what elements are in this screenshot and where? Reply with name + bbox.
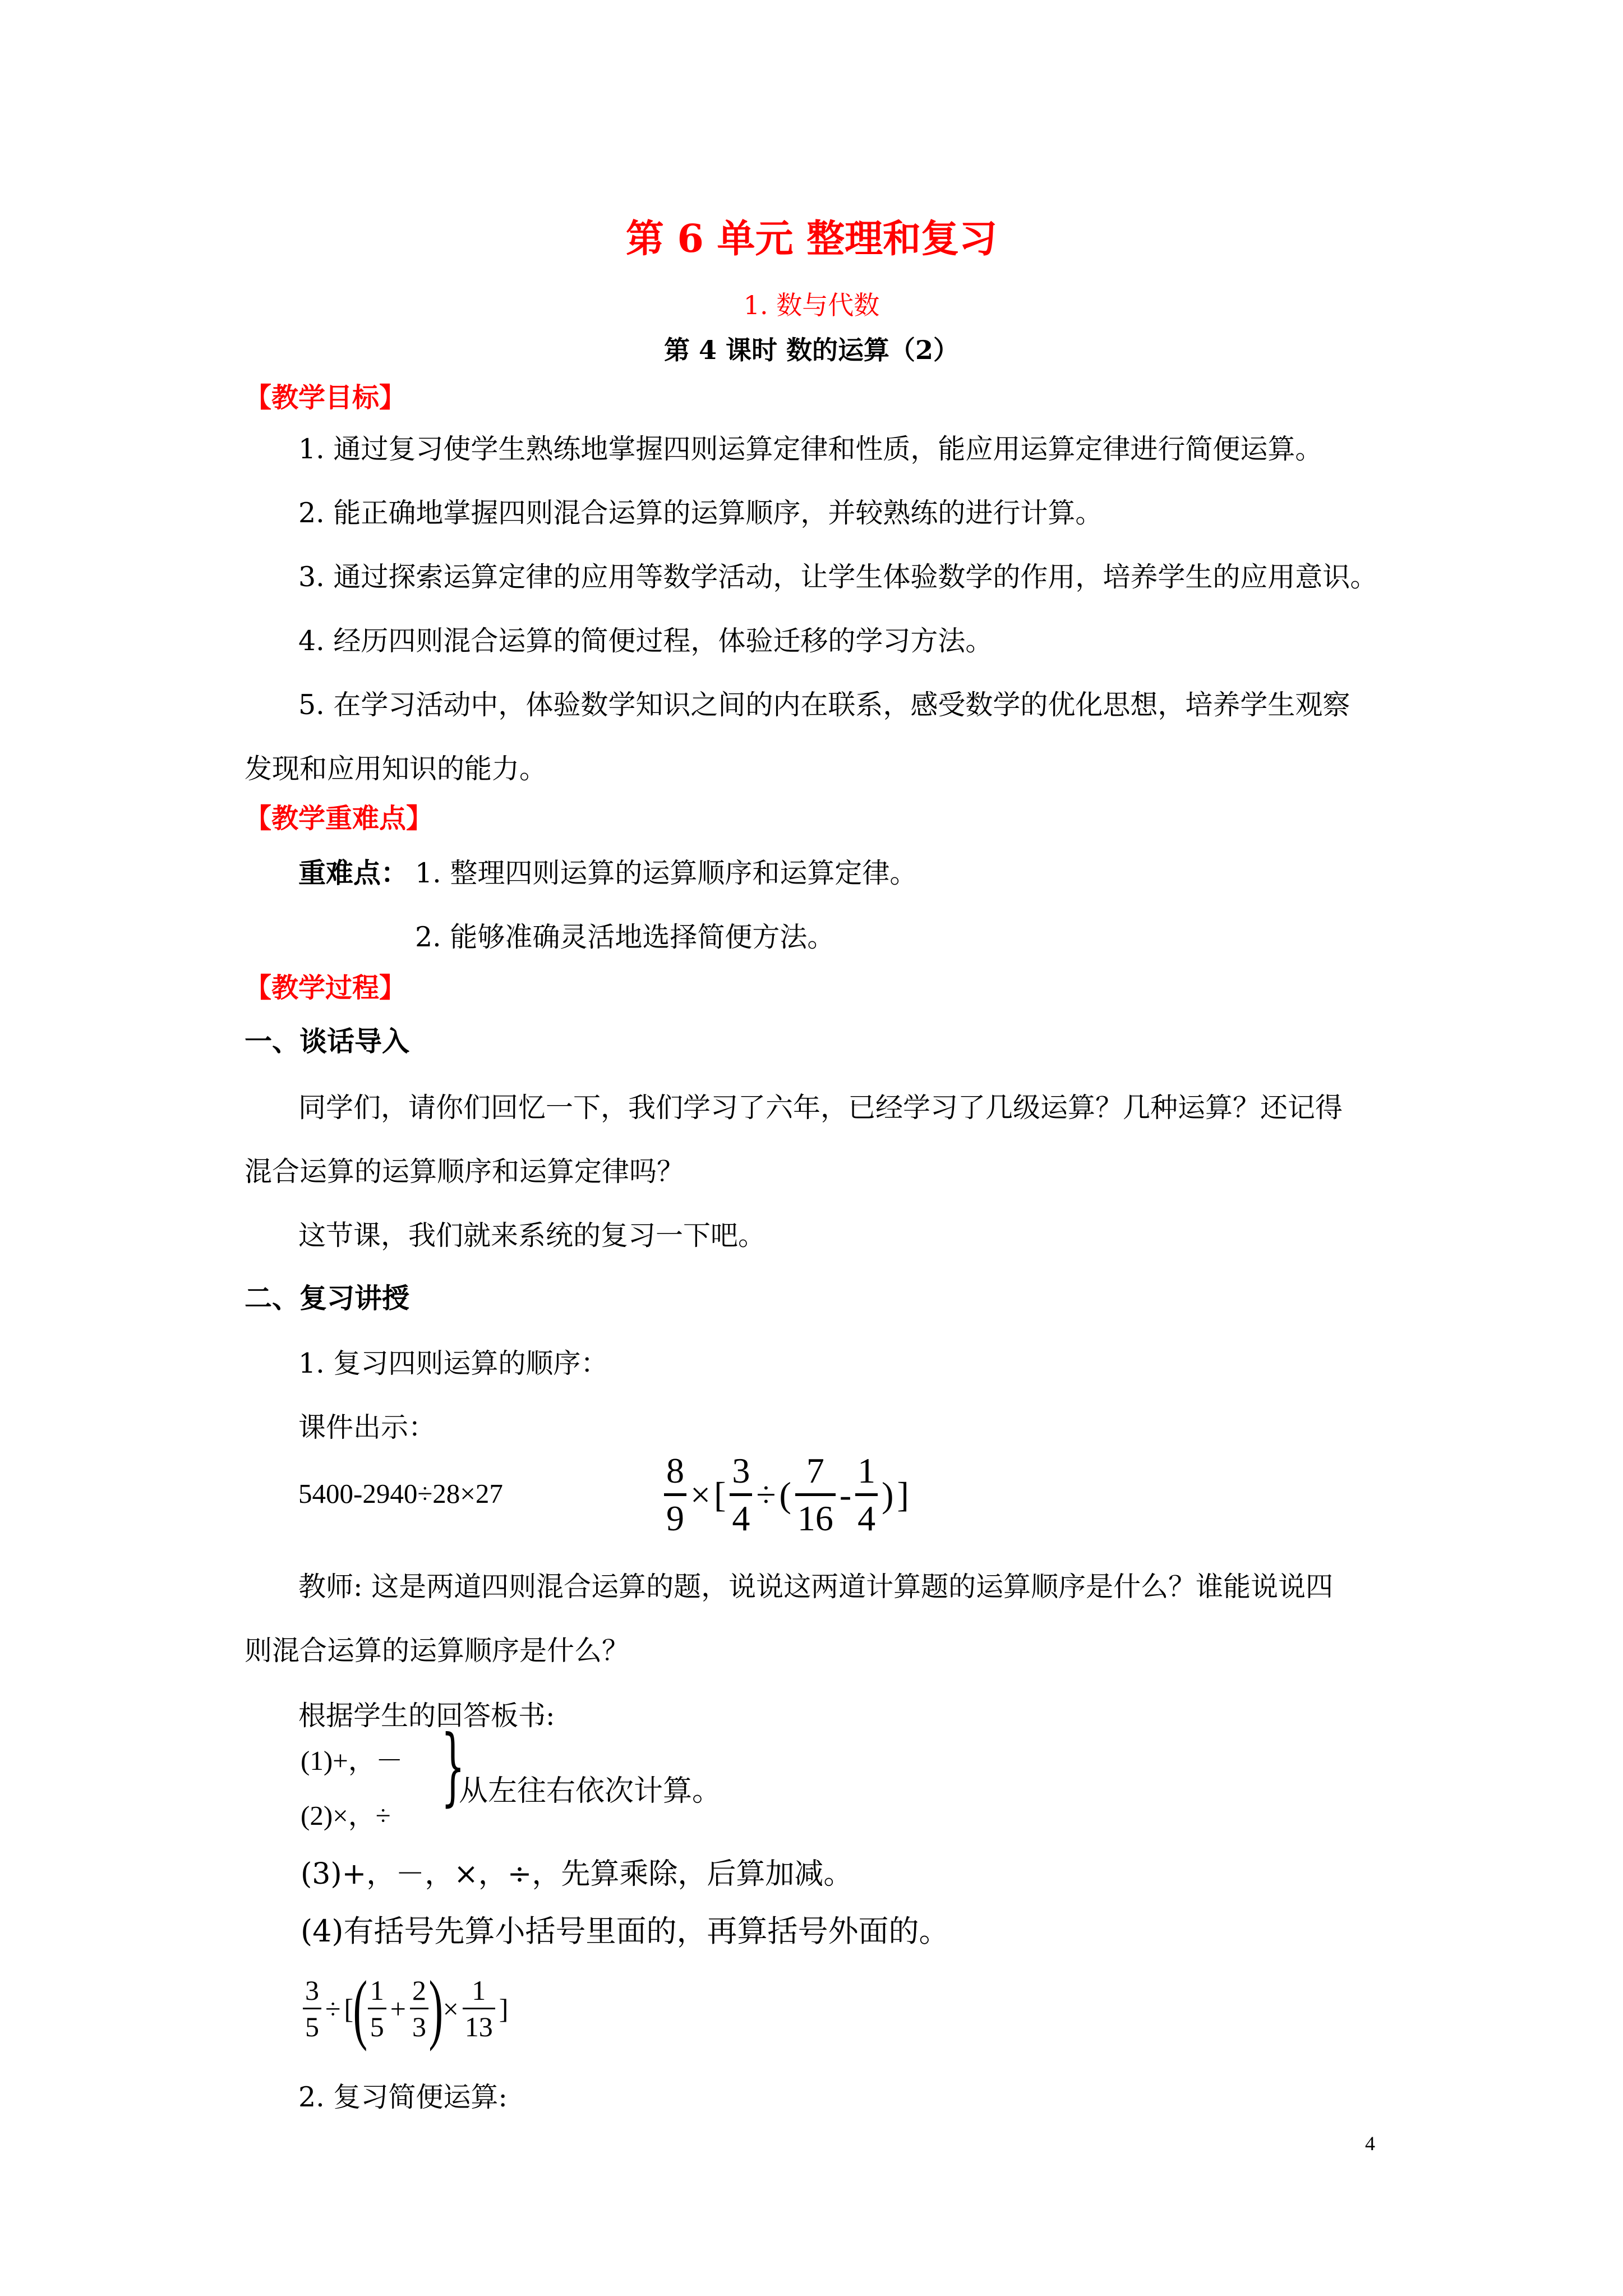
teacher-line-1: 教师: 这是两道四则混合运算的题，说说这两道计算题的运算顺序是什么？谁能说说四 [298, 1571, 1334, 1603]
right-bracket: ] [897, 1474, 909, 1515]
key-point-1: 1. 整理四则运算的运算顺序和运算定律。 [415, 857, 917, 889]
section1-paragraph1-line1: 同学们，请你们回忆一下，我们学习了六年，已经学习了几级运算？几种运算？还记得 [298, 1092, 1343, 1124]
page-number: 4 [1365, 2132, 1375, 2155]
objective-item-2: 2. 能正确地掌握四则混合运算的运算顺序，并较熟练的进行计算。 [298, 497, 1103, 529]
objectives-heading: 【教学目标】 [245, 382, 407, 413]
expression-1: 5400-2940÷28×27 [298, 1478, 503, 1509]
right-bracket: ] [499, 1993, 509, 2024]
review-item-1: 1. 复习四则运算的顺序： [298, 1347, 608, 1379]
teacher-line-2: 则混合运算的运算顺序是什么？ [245, 1635, 630, 1667]
fraction-3-5: $\frac{3}{5}$ [303, 1976, 321, 2041]
times-sign: × [690, 1474, 711, 1515]
rule-3: (3)+，－，×，÷，先算乘除，后算加减。 [301, 1857, 853, 1891]
left-bracket: [ [344, 1993, 354, 2024]
board-intro: 根据学生的回答板书: [298, 1700, 555, 1732]
fraction-3-4: 3 4 [730, 1453, 752, 1536]
left-paren: ( [779, 1474, 791, 1515]
plus-sign: + [390, 1993, 406, 2024]
divide-sign: ÷ [325, 1993, 341, 2024]
right-paren: ) [882, 1474, 894, 1515]
fraction-1-13: $\frac{1}{13}$ [463, 1976, 495, 2041]
review-item-2: 2. 复习简便运算: [298, 2081, 508, 2113]
fraction-7-16: 7 16 [795, 1453, 836, 1536]
fraction-1-5: $\frac{1}{5}$ [368, 1976, 386, 2041]
left-paren-large: ( [353, 1965, 368, 2052]
right-brace: } [441, 1718, 465, 1815]
key-point-2: 2. 能够准确灵活地选择简便方法。 [415, 921, 835, 953]
expression-3 [301, 1963, 510, 2054]
objective-item-5-line2: 发现和应用知识的能力。 [245, 753, 547, 785]
courseware-label: 课件出示： [298, 1411, 436, 1443]
section1-paragraph1-line2: 混合运算的运算顺序和运算定律吗？ [245, 1156, 685, 1188]
key-points-heading: 【教学重难点】 [245, 803, 434, 834]
fraction-8-9: 8 9 [664, 1453, 686, 1536]
rule-4: (4)有括号先算小括号里面的，再算括号外面的。 [301, 1913, 949, 1949]
objective-item-3: 3. 通过探索运算定律的应用等数学活动，让学生体验数学的作用，培养学生的应用意识。 [298, 561, 1378, 593]
rule-1: (1)+，－ [301, 1745, 403, 1776]
lesson-title: 第 4 课时 数的运算（2） [663, 335, 960, 365]
process-heading: 【教学过程】 [245, 972, 407, 1004]
objective-item-4: 4. 经历四则混合运算的简便过程，体验迁移的学习方法。 [298, 625, 993, 657]
unit-title: 第 6 单元 整理和复习 [625, 217, 998, 261]
key-points-label: 重难点： [298, 857, 409, 889]
right-paren-large: ) [428, 1965, 444, 2052]
objective-item-1: 1. 通过复习使学生熟练地掌握四则运算定律和性质，能应用运算定律进行简便运算。 [298, 433, 1323, 465]
fraction-1-4: 1 4 [855, 1453, 878, 1536]
section2-heading: 二、复习讲授 [245, 1282, 410, 1314]
left-bracket: [ [714, 1474, 726, 1515]
rule-2: (2)×，÷ [301, 1800, 391, 1831]
expression-2 [662, 1453, 911, 1536]
subtitle: 1. 数与代数 [743, 290, 880, 320]
section1-heading: 一、谈话导入 [245, 1025, 410, 1057]
times-sign: × [442, 1993, 459, 2024]
fraction-2-3: $\frac{2}{3}$ [410, 1976, 428, 2041]
section1-paragraph2: 这节课，我们就来系统的复习一下吧。 [298, 1220, 766, 1251]
objective-item-5-line1: 5. 在学习活动中，体验数学知识之间的内在联系，感受数学的优化思想，培养学生观察 [298, 689, 1350, 721]
minus-sign: - [839, 1474, 852, 1515]
rule-1-2-result: 从左往右依次计算。 [459, 1774, 722, 1808]
divide-sign: ÷ [756, 1474, 776, 1515]
